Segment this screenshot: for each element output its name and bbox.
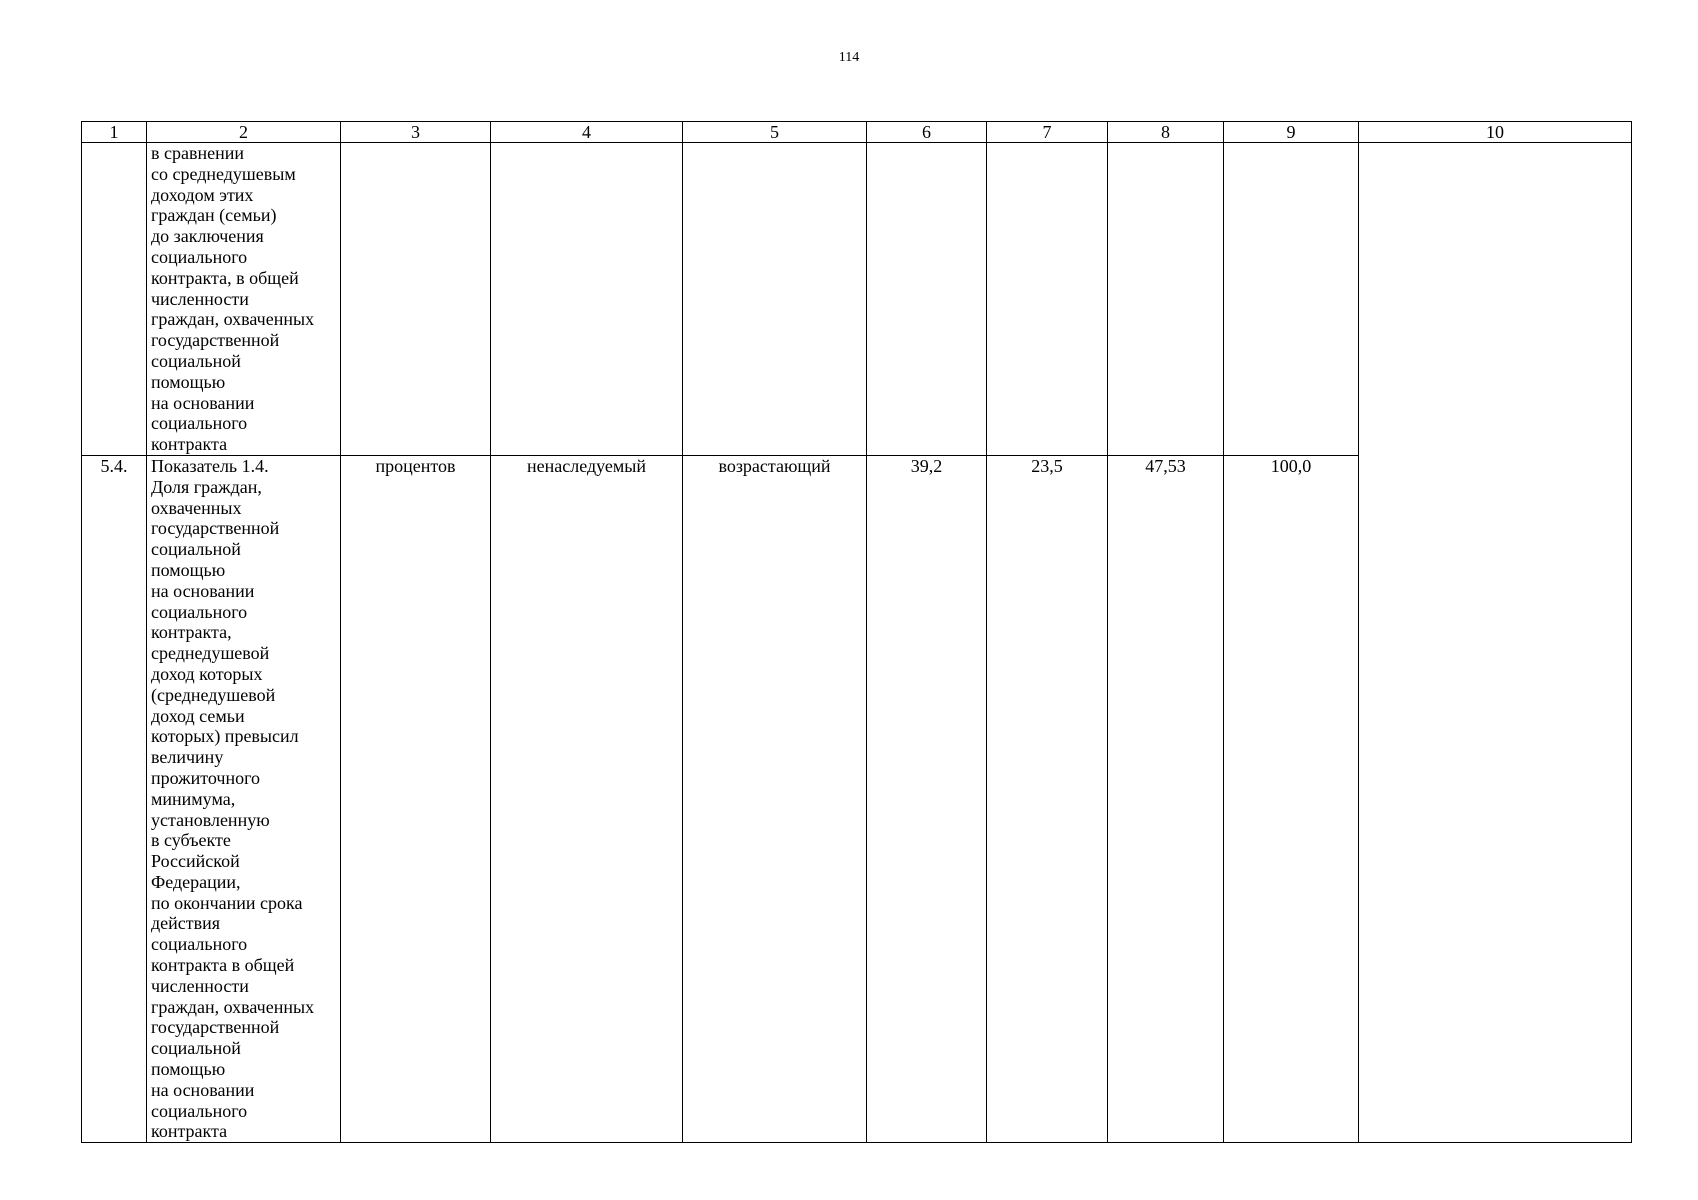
column-number-9: 9 <box>1224 122 1359 143</box>
unit-cell <box>341 143 491 456</box>
trend-cell: возрастающий <box>683 455 867 1142</box>
value-col8 <box>1108 143 1224 456</box>
type-cell <box>491 143 683 456</box>
value-col7 <box>987 143 1108 456</box>
indicator-name: Показатель 1.4. Доля граждан, охваченных государственной социальной помощью на основании социального контракта, среднедушевой доход которых (среднедушевой доход семьи которых) превысил величину прожиточного минимума, установленную в субъекте Российской Федерации, по окончании срока действия социального контракта в общей численности граждан, охваченных государственной социальной помощью на основании социального контракта <box>147 455 341 1142</box>
table-header-row <box>82 122 1632 143</box>
value-col6: 39,2 <box>867 455 987 1142</box>
indicators-table <box>81 121 1632 1143</box>
row-number <box>82 143 147 456</box>
unit-cell: процентов <box>341 455 491 1142</box>
column-number-5: 5 <box>683 122 867 143</box>
column-number-6: 6 <box>867 122 987 143</box>
value-col9: 100,0 <box>1224 455 1359 1142</box>
value-col7: 23,5 <box>987 455 1108 1142</box>
trend-cell <box>683 143 867 456</box>
value-col8: 47,53 <box>1108 455 1224 1142</box>
column-number-10: 10 <box>1359 122 1632 143</box>
value-col9 <box>1224 143 1359 456</box>
column-number-1: 1 <box>82 122 147 143</box>
indicator-name: в сравнении со среднедушевым доходом этих граждан (семьи) до заключения социального контракта, в общей численности граждан, охваченных государственной социальной помощью на основании социального контракта <box>147 143 341 456</box>
page-number: 114 <box>838 50 860 65</box>
column-10-cell <box>1359 143 1632 1143</box>
column-number-7: 7 <box>987 122 1108 143</box>
table-row <box>82 143 1632 456</box>
column-number-3: 3 <box>341 122 491 143</box>
value-col6 <box>867 143 987 456</box>
row-number: 5.4. <box>82 455 147 1142</box>
column-number-8: 8 <box>1108 122 1224 143</box>
type-cell: ненаследуемый <box>491 455 683 1142</box>
column-number-2: 2 <box>147 122 341 143</box>
column-number-4: 4 <box>491 122 683 143</box>
